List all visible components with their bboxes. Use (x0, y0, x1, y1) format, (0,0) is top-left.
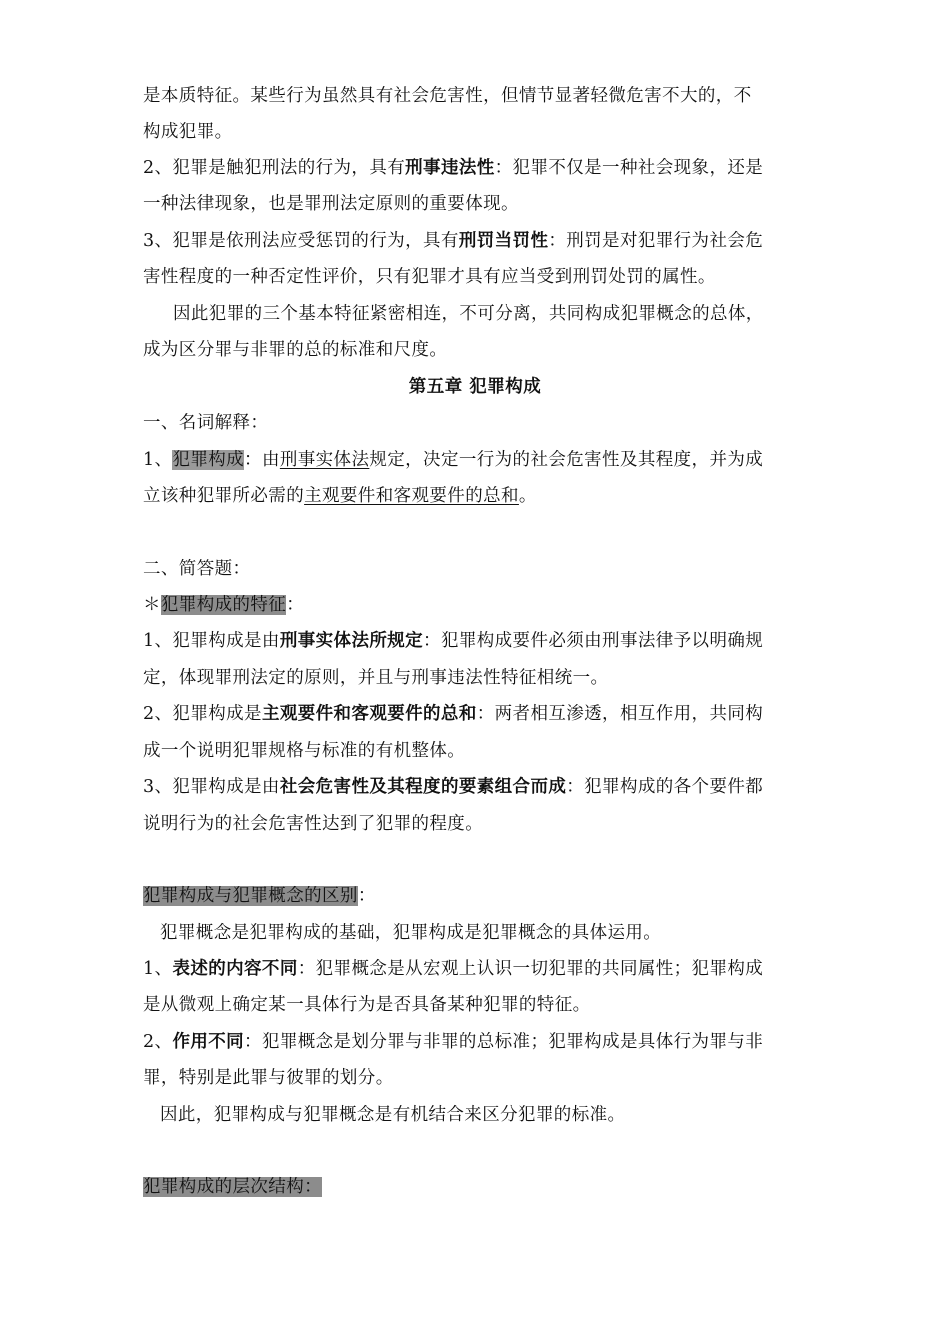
feature-item-prefix: 2、犯罪构成是 (143, 704, 262, 724)
paragraph-line: 构成犯罪。 (143, 122, 233, 142)
feature-item-3-line2: 说明行为的社会危害性达到了犯罪的程度。 (143, 814, 484, 834)
paragraph-line: 是本质特征。某些行为虽然具有社会危害性，但情节显著轻微危害不大的，不 (143, 86, 752, 106)
difference-item-rest: ：犯罪概念是从宏观上认识一切犯罪的共同属性；犯罪构成 (297, 959, 764, 979)
summary-line1: 因此犯罪的三个基本特征紧密相连，不可分离，共同构成犯罪概念的总体， (173, 304, 764, 324)
definition-colon: ：由 (244, 450, 280, 470)
feature-3-bold-term: 刑罚当罚性 (458, 231, 549, 251)
difference-item-number: 1、 (143, 959, 173, 979)
feature-3-line1 (143, 223, 813, 259)
difference-item-number: 2、 (143, 1032, 173, 1052)
feature-item-prefix: 1、犯罪构成是由 (143, 631, 280, 651)
feature-2-line1 (143, 150, 813, 186)
star-marker: ＊ (143, 595, 161, 615)
difference-heading-colon: ： (357, 886, 376, 906)
feature-item-2-line2: 成一个说明犯罪规格与标准的有机整体。 (143, 741, 466, 761)
difference-item-bold: 作用不同 (172, 1032, 245, 1052)
difference-item-rest: ：犯罪概念是划分罪与非罪的总标准；犯罪构成是具体行为罪与非 (244, 1032, 764, 1052)
feature-item-bold: 社会危害性及其程度的要素组合而成 (279, 777, 567, 797)
feature-item-2-line1 (143, 696, 813, 732)
difference-item-2-line1 (143, 1024, 813, 1060)
feature-2-prefix: 2、犯罪是触犯刑法的行为，具有 (143, 158, 406, 178)
chapter-title: 第五章 犯罪构成 (408, 377, 542, 397)
difference-heading-highlight: 犯罪构成与犯罪概念的区别 (143, 886, 358, 906)
definition-underlined-1: 刑事实体法 (279, 450, 370, 470)
definition-term-highlight: 犯罪构成 (172, 450, 245, 470)
difference-intro: 犯罪概念是犯罪构成的基础，犯罪构成是犯罪概念的具体运用。 (160, 923, 662, 943)
feature-item-1-line1 (143, 623, 813, 659)
feature-item-rest: ：犯罪构成的各个要件都 (566, 777, 764, 797)
definition-end: 。 (518, 486, 537, 506)
definition-line1 (143, 442, 813, 478)
feature-item-3-line1 (143, 769, 813, 805)
difference-item-1-line1 (143, 951, 813, 987)
features-subheading-colon: ： (286, 595, 305, 615)
definition-number: 1、 (143, 450, 173, 470)
definition-line2 (143, 478, 813, 514)
feature-3-rest: ：刑罚是对犯罪行为社会危 (548, 231, 764, 251)
feature-item-rest: ：犯罪构成要件必须由刑事法律予以明确规 (423, 631, 764, 651)
difference-item-2-line2: 罪，特别是此罪与彼罪的划分。 (143, 1068, 394, 1088)
feature-3-prefix: 3、犯罪是依刑法应受惩罚的行为，具有 (143, 231, 459, 251)
feature-3-line2: 害性程度的一种否定性评价，只有犯罪才具有应当受到刑罚处罚的属性。 (143, 267, 716, 287)
section-1-heading: 一、名词解释： (143, 413, 269, 433)
difference-item-bold: 表述的内容不同 (172, 959, 298, 979)
definition-underlined-2: 主观要件和客观要件的总和 (304, 486, 519, 506)
feature-item-bold: 刑事实体法所规定 (279, 631, 424, 651)
feature-2-bold-term: 刑事违法性 (405, 158, 495, 178)
section-2-heading: 二、简答题： (143, 559, 251, 579)
structure-heading-highlight: 犯罪构成的层次结构： (143, 1177, 322, 1197)
definition-text: 规定，决定一行为的社会危害性及其程度，并为成 (369, 450, 764, 470)
structure-heading (143, 1169, 813, 1205)
features-subheading (143, 587, 813, 623)
feature-item-rest: ：两者相互渗透，相互作用，共同构 (476, 704, 764, 724)
feature-item-prefix: 3、犯罪构成是由 (143, 777, 280, 797)
feature-item-bold: 主观要件和客观要件的总和 (261, 704, 477, 724)
summary-line2: 成为区分罪与非罪的总的标准和尺度。 (143, 340, 448, 360)
definition-text-2: 立该种犯罪所必需的 (143, 486, 305, 506)
difference-heading (143, 878, 813, 914)
features-subheading-highlight: 犯罪构成的特征 (160, 595, 287, 615)
feature-2-line2: 一种法律现象，也是罪刑法定原则的重要体现。 (143, 194, 519, 214)
feature-2-rest: ：犯罪不仅是一种社会现象，还是 (494, 158, 764, 178)
difference-item-1-line2: 是从微观上确定某一具体行为是否具备某种犯罪的特征。 (143, 995, 591, 1015)
feature-item-1-line2: 定，体现罪刑法定的原则，并且与刑事违法性特征相统一。 (143, 668, 609, 688)
difference-conclusion: 因此，犯罪构成与犯罪概念是有机结合来区分犯罪的标准。 (160, 1105, 626, 1125)
